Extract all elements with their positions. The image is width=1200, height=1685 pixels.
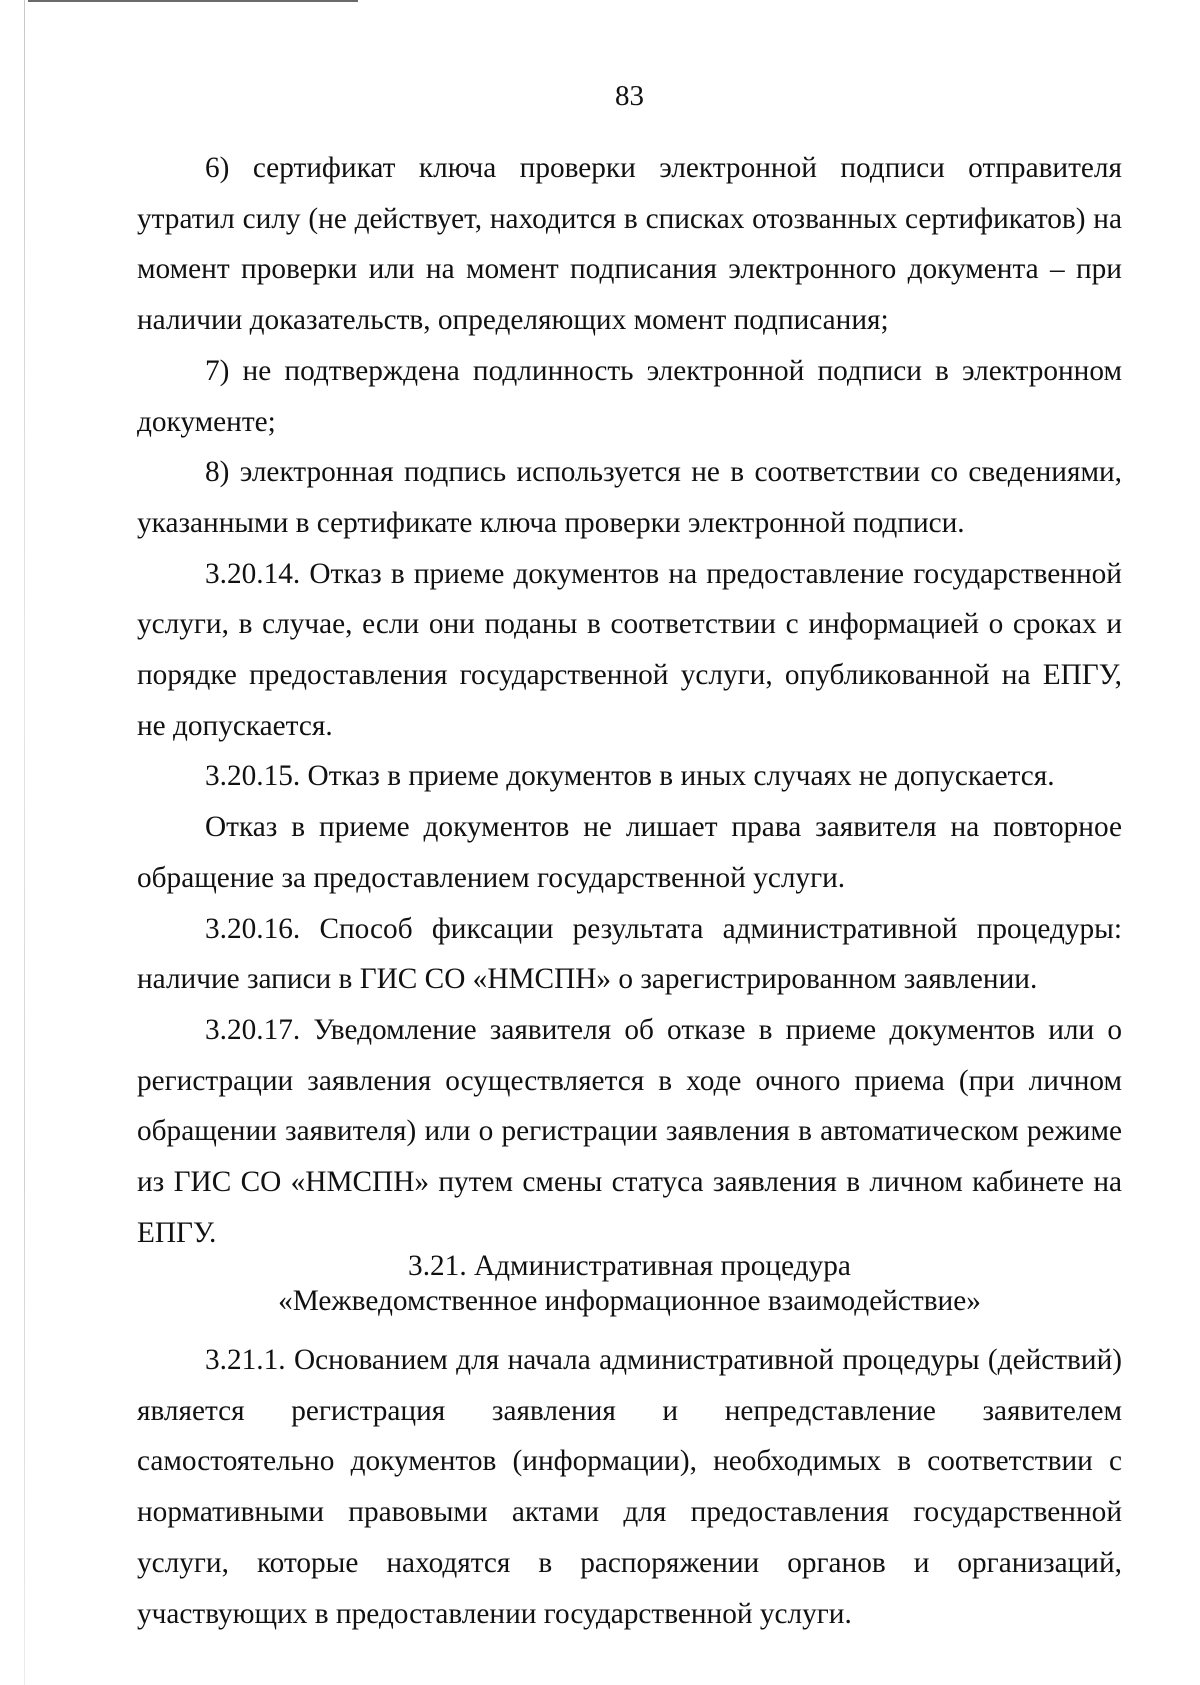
paragraph-3-20-17: 3.20.17. Уведомление заявителя об отказе в приеме документов или о регистрации заявления осуществляется в ходе очного приема (при личном обращении заявителя) или о регистрации заявления в автоматическом режиме из ГИС СО «НМСПН» путем смены статуса заявления в личном кабинете на ЕПГУ. [137,1013,1122,1249]
section-heading-line-1: 3.21. Административная процедура [408,1250,851,1282]
scan-edge-left [24,0,25,1685]
text-block-top [137,143,1122,1258]
paragraph-item-6: 6) сертификат ключа проверки электронной подписи отправителя утратил силу (не действует, находится в списках отозванных сертификатов) на момент проверки или на момент подписания электронного документа – при наличии доказательств, определяющих момент подписания; [137,152,1122,337]
paragraph-refusal-note: Отказ в приеме документов не лишает права заявителя на повторное обращение за предоставлением государственной услуги. [137,811,1122,894]
section-heading-line-2: «Межведомственное информационное взаимодействие» [278,1285,981,1317]
paragraph-3-20-14: 3.20.14. Отказ в приеме документов на предоставление государственной услуги, в случае, если они поданы в соответствии с информацией о сроках и порядке предоставления государственной услуги, опубликованной на ЕПГУ, не допускается. [137,557,1122,742]
paragraph-item-7: 7) не подтверждена подлинность электронной подписи в электронном документе; [137,354,1122,438]
text-block-bottom [137,1335,1122,1639]
scan-edge-top [28,0,358,2]
paragraph-3-20-16: 3.20.16. Способ фиксации результата административной процедуры: наличие записи в ГИС СО «НМСПН» о зарегистрированном заявлении. [137,912,1122,996]
paragraph-item-8: 8) электронная подпись используется не в соответствии со сведениями, указанными в сертификате ключа проверки электронной подписи. [137,456,1122,539]
page-number: 83 [615,80,644,112]
paragraph-3-20-15: 3.20.15. Отказ в приеме документов в иных случаях не допускается. [205,760,1055,793]
paragraph-3-21-1: 3.21.1. Основанием для начала административной процедуры (действий) является регистрация заявления и непредставление заявителем самостоятельно документов (информации), необходимых в соответствии с нормативными правовыми актами для предоставления государственной услуги, которые находятся в распоряжении органов и организаций, участвующих в предоставлении государственной услуги. [137,1344,1122,1630]
